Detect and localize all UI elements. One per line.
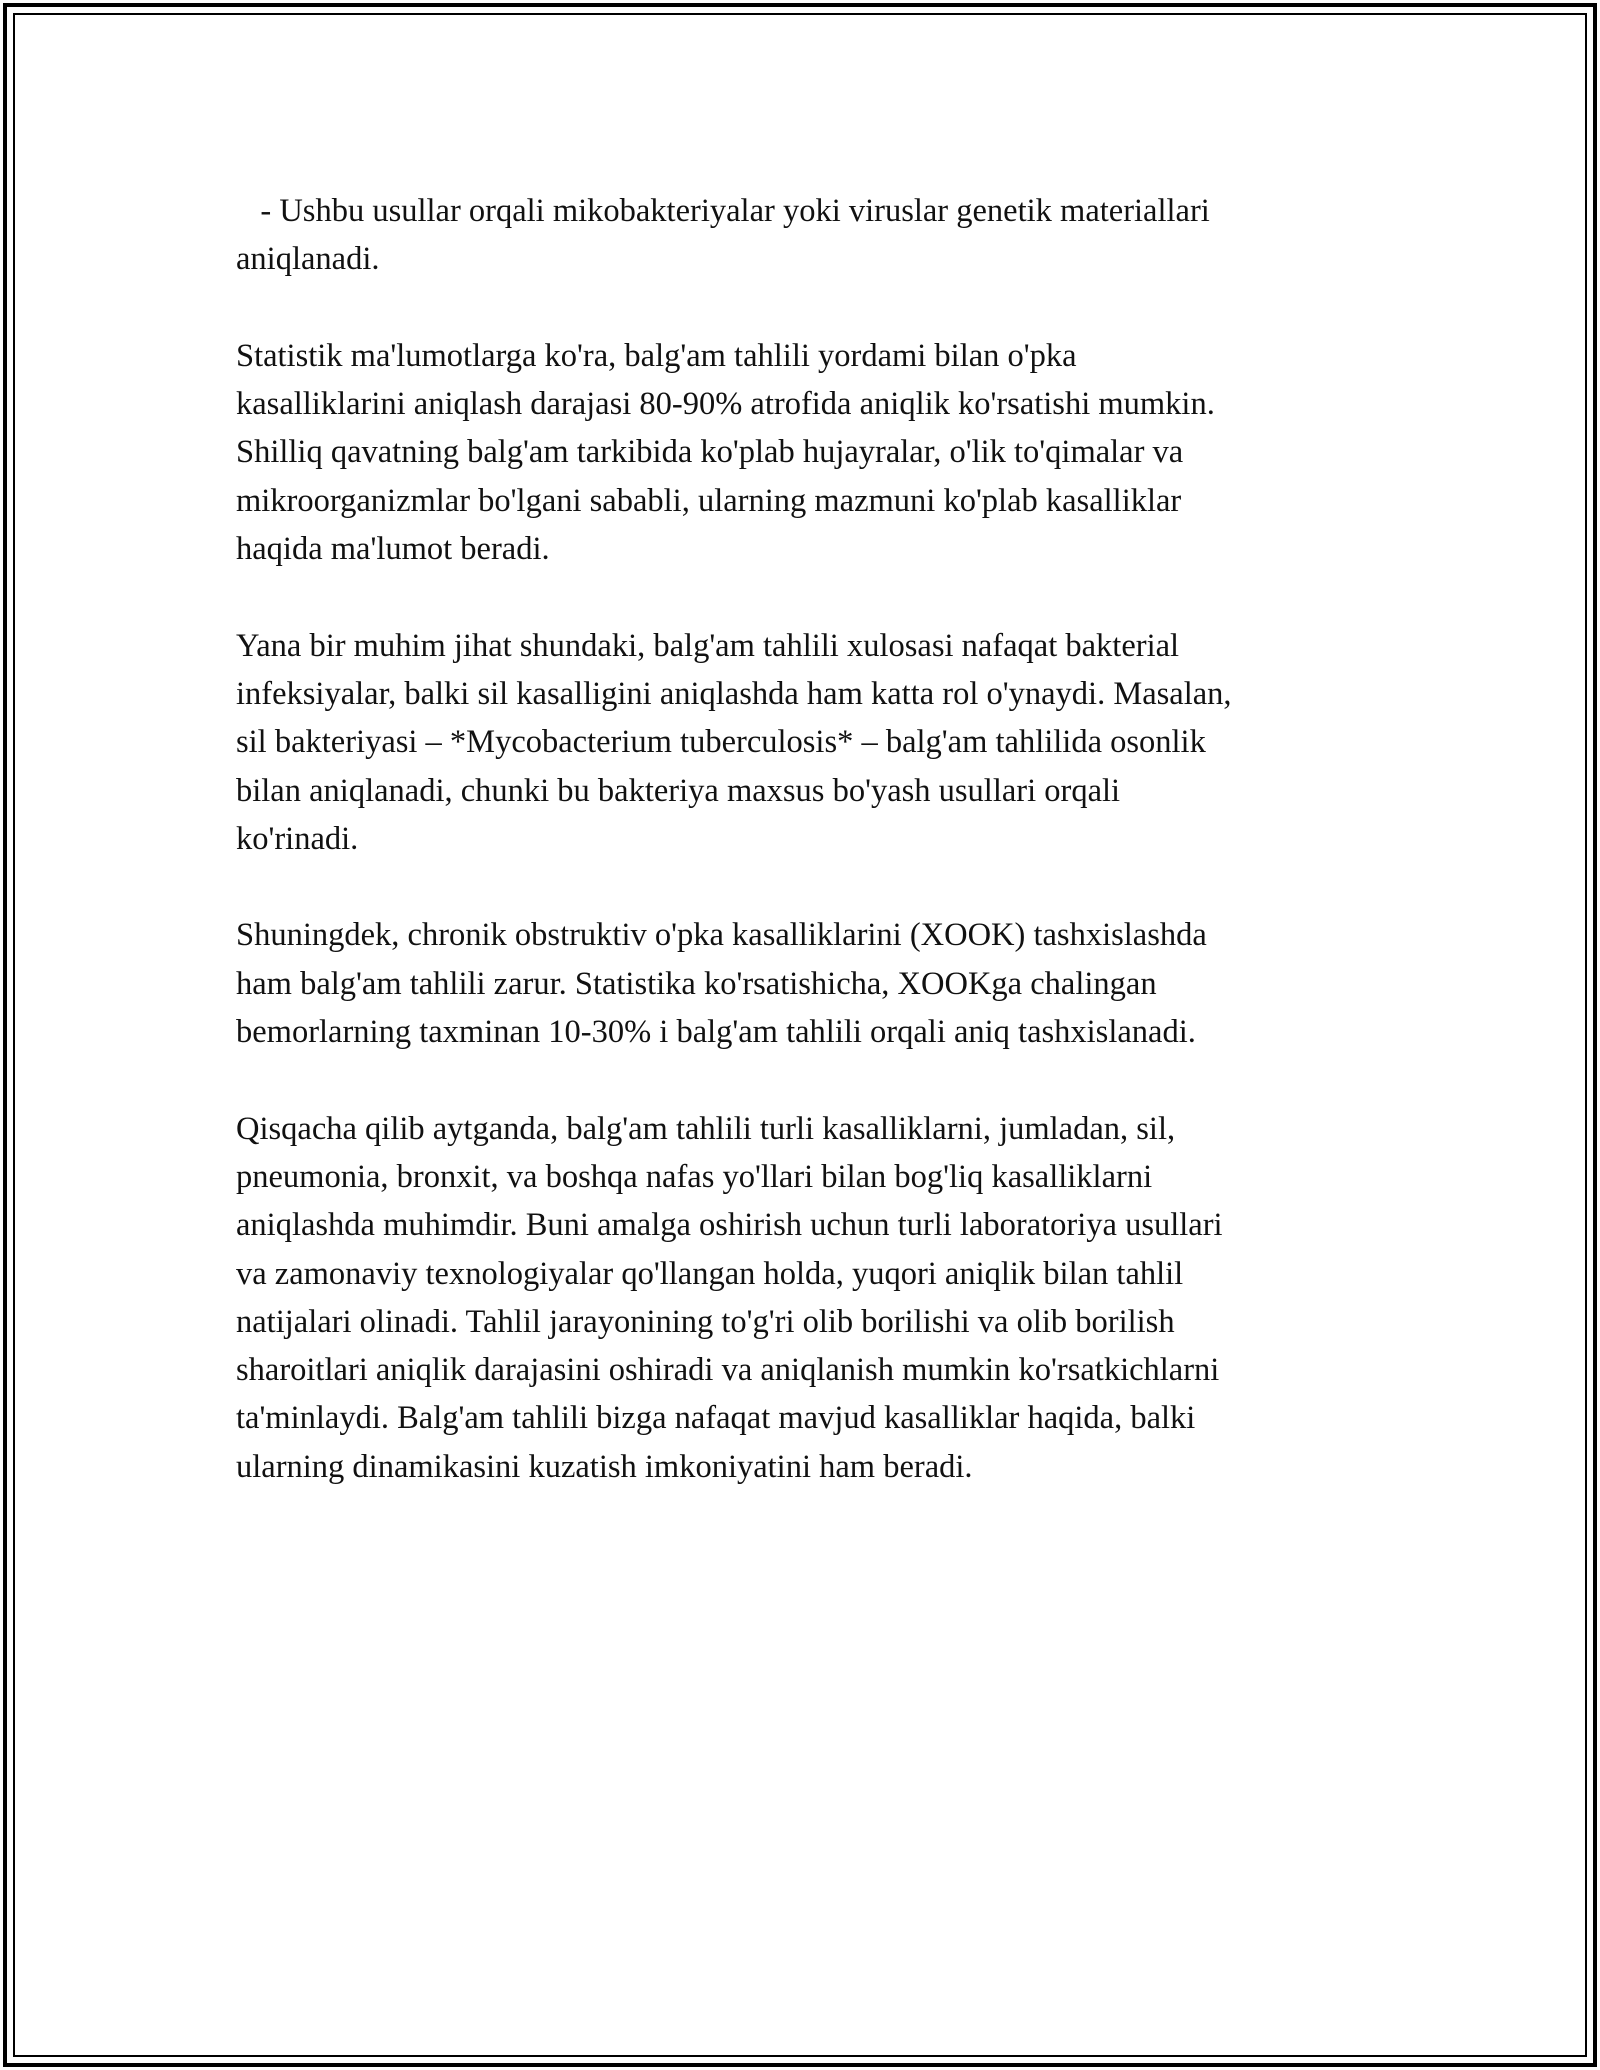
text-line: bilan aniqlanadi, chunki bu bakteriya maxsus bo'yash usullari orqali bbox=[236, 772, 1121, 809]
text-line: ta'minlaydi. Balg'am tahlili bizga nafaqat mavjud kasalliklar haqida, balki bbox=[236, 1400, 1196, 1437]
text-line: Shilliq qavatning balg'am tarkibida ko'plab hujayralar, o'lik to'qimalar va bbox=[236, 434, 1184, 471]
text-line: sil bakteriyasi – *Mycobacterium tuberculosis* – balg'am tahlilida osonlik bbox=[236, 724, 1206, 761]
text-line: aniqlanadi. bbox=[236, 241, 380, 278]
text-line: haqida ma'lumot beradi. bbox=[236, 531, 550, 568]
paragraph-copd bbox=[236, 911, 1366, 1056]
text-line: ko'rinadi. bbox=[236, 820, 359, 857]
text-line: infeksiyalar, balki sil kasalligini aniqlashda ham katta rol o'ynaydi. Masalan, bbox=[236, 675, 1232, 712]
paragraph-tuberculosis bbox=[236, 622, 1366, 863]
text-line: pneumonia, bronxit, va boshqa nafas yo'llari bilan bog'liq kasalliklarni bbox=[236, 1158, 1153, 1195]
text-line: bemorlarning taxminan 10-30% i balg'am tahlili orqali aniq tashxislanadi. bbox=[236, 1014, 1196, 1051]
text-line: mikroorganizmlar bo'lgani sababli, ularning mazmuni ko'plab kasalliklar bbox=[236, 482, 1182, 519]
document-body bbox=[236, 187, 1366, 1539]
paragraph-summary bbox=[236, 1105, 1366, 1491]
text-line: - Ushbu usullar orqali mikobakteriyalar yoki viruslar genetik materiallari bbox=[236, 193, 1210, 229]
text-line: Qisqacha qilib aytganda, balg'am tahlili turli kasalliklarni, jumladan, sil, bbox=[236, 1110, 1176, 1147]
text-line: sharoitlari aniqlik darajasini oshiradi va aniqlanish mumkin ko'rsatkichlarni bbox=[236, 1352, 1220, 1389]
text-line: va zamonaviy texnologiyalar qo'llangan holda, yuqori aniqlik bilan tahlil bbox=[236, 1255, 1184, 1292]
text-line: Shuningdek, chronik obstruktiv o'pka kasalliklarini (XOOK) tashxislashda bbox=[236, 917, 1207, 954]
text-line: ham balg'am tahlili zarur. Statistika ko'rsatishicha, XOOKga chalingan bbox=[236, 965, 1157, 1002]
text-line: Yana bir muhim jihat shundaki, balg'am tahlili xulosasi nafaqat bakterial bbox=[236, 627, 1180, 664]
text-line: Statistik ma'lumotlarga ko'ra, balg'am tahlili yordami bilan o'pka bbox=[236, 337, 1077, 374]
text-line: aniqlashda muhimdir. Buni amalga oshirish uchun turli laboratoriya usullari bbox=[236, 1207, 1223, 1244]
paragraph-genetic-methods bbox=[236, 187, 1366, 284]
paragraph-statistics bbox=[236, 332, 1366, 573]
text-line: ularning dinamikasini kuzatish imkoniyatini ham beradi. bbox=[236, 1448, 973, 1485]
text-line: natijalari olinadi. Tahlil jarayonining to'g'ri olib borilishi va olib borilish bbox=[236, 1303, 1175, 1340]
text-line: kasalliklarini aniqlash darajasi 80-90% atrofida aniqlik ko'rsatishi mumkin. bbox=[236, 386, 1215, 423]
